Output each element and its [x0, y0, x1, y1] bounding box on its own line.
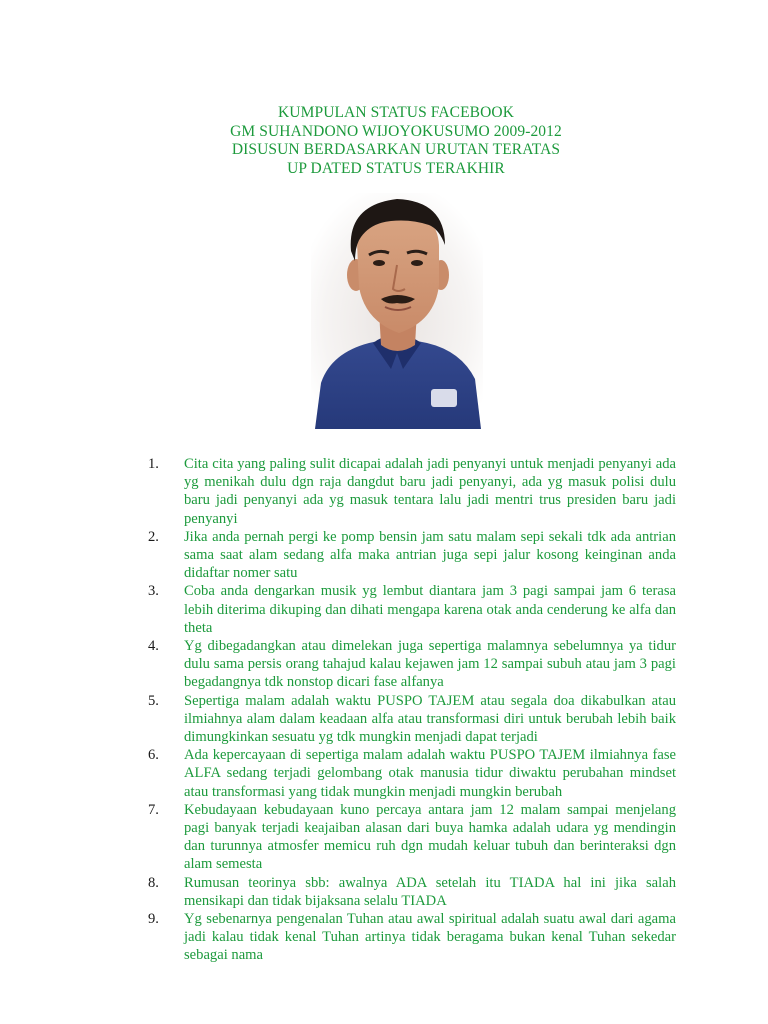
list-item-number: 6. [148, 747, 159, 764]
status-list-item [148, 637, 676, 692]
list-item-text: Yg dibegadangkan atau dimelekan juga sepertiga malamnya sebelumnya ya tidur dulu sama persis orang tahajud kalau kejawen jam 12 sampai subuh atau jam 3 pagi begadangnya tdk nonstop dicari fase alfanya [184, 638, 676, 691]
status-list-item [148, 746, 676, 801]
list-item-number: 1. [148, 456, 159, 472]
list-item-text: Ada kepercayaan di sepertiga malam adalah waktu PUSPO TAJEM ilmiahnya fase ALFA sedang terjadi gelombang otak manusia tidur diwaktu perubahan mindset atau transformasi yang tidak mungkin menjadi mungkin berubah [184, 747, 676, 800]
list-item-number: 4. [148, 638, 159, 655]
status-list-item [148, 582, 676, 637]
status-list-item [148, 874, 676, 910]
list-item-text: Yg sebenarnya pengenalan Tuhan atau awal spiritual adalah suatu awal dari agama jadi kalau tidak kenal Tuhan artinya tidak beragama bukan kenal Tuhan sekedar sebagai nama [184, 911, 676, 964]
document-header [0, 104, 768, 178]
list-item-text: Coba anda dengarkan musik yg lembut diantara jam 3 pagi sampai jam 6 terasa lebih diterima dikuping dan dihati mengapa karena otak anda cenderung ke alfa dan theta [184, 583, 676, 636]
header-line-4: UP DATED STATUS TERAKHIR [287, 159, 505, 177]
header-line-2: GM SUHANDONO WIJOYOKUSUMO 2009-2012 [230, 122, 562, 140]
list-item-text: Cita cita yang paling sulit dicapai adalah jadi penyanyi untuk menjadi penyanyi ada yg menikah dulu dgn raja dangdut baru jadi penyanyi, ada yg masuk polisi dulu baru jadi penyanyi ada yg masuk tentara lalu jadi mentri trus presiden baru jadi penyanyi [184, 456, 676, 527]
status-list-item [148, 528, 676, 583]
list-item-number: 8. [148, 874, 159, 891]
status-list [148, 455, 676, 965]
list-item-number: 9. [148, 911, 159, 928]
list-item-text: Sepertiga malam adalah waktu PUSPO TAJEM atau segala doa dikabulkan atau ilmiahnya alam dalam keadaan alfa atau transformasi diri untuk berubah lebih baik dimungkinkan sesuatu yg tdk mungkin menjadi dapat terjadi [184, 692, 676, 746]
list-item-number: 7. [148, 801, 159, 818]
list-item-number: 3. [148, 583, 159, 600]
header-line-1: KUMPULAN STATUS FACEBOOK [278, 104, 514, 121]
header-line-3: DISUSUN BERDASARKAN URUTAN TERATAS [231, 141, 561, 158]
list-item-text: Jika anda pernah pergi ke pomp bensin jam satu malam sepi sekali tdk ada antrian sama saat alam sedang alfa maka antrian juga sepi jalur kosong keinginan anda didaftar nomer satu [184, 528, 676, 582]
status-list-item [148, 692, 676, 747]
author-portrait-photo [311, 193, 483, 429]
list-item-number: 2. [148, 528, 159, 545]
status-list-item [148, 801, 676, 874]
status-list-item [148, 910, 676, 965]
list-item-text: Rumusan teorinya sbb: awalnya ADA setelah itu TIADA hal ini jika salah mensikapi dan tidak bijaksana selalu TIADA [184, 874, 676, 909]
list-item-text: Kebudayaan kebudayaan kuno percaya antara jam 12 malam sampai menjelang pagi banyak terjadi keajaiban alasan dari buya hamka adalah udara yg mendingin dan turunnya atmosfer memicu ruh dgn mudah keluar tubuh dan berinteraksi dgn alam semesta [184, 801, 676, 873]
list-item-number: 5. [148, 692, 159, 709]
status-list-item [148, 455, 676, 528]
